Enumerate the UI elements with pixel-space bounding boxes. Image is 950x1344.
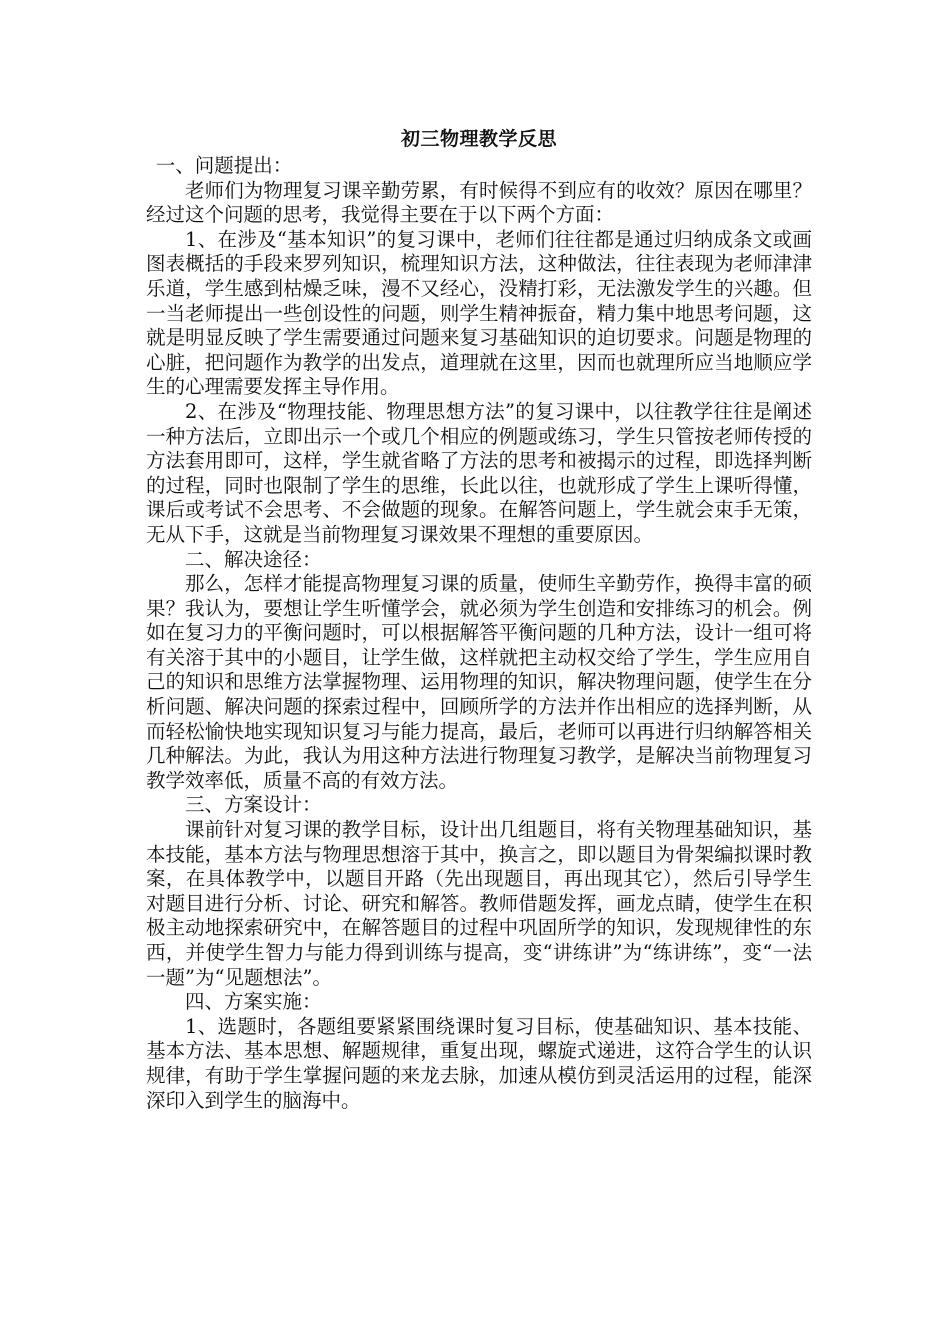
document-page	[146, 124, 812, 1113]
paragraph-point-2: 2、在涉及“物理技能、物理思想方法”的复习课中，以往教学往往是阐述一种方法后，立即出示一个或几个相应的例题或练习，学生只管按老师传授的方法套用即可，这样，学生就省略了方法的思考和被揭示的过程，即选择判断的过程，同时也限制了学生的思维，长此以往，也就形成了学生上课听得懂，课后或考试不会思考、不会做题的现象。在解答问题上，学生就会束手无策，无从下手，这就是当前物理复习课效果不理想的重要原因。	[146, 399, 812, 546]
section-heading-design: 三、方案设计：	[185, 793, 322, 817]
document-title: 初三物理教学反思	[400, 128, 557, 150]
paragraph-point-1: 1、在涉及“基本知识”的复习课中，老师们往往都是通过归纳成条文或画图表概括的手段来罗列知识，梳理知识方法，这种做法，往往表现为老师津津乐道，学生感到枯燥乏味，漫不又经心，没精打彩，无法激发学生的兴趣。但一当老师提出一些创设性的问题，则学生精神振奋，精力集中地思考问题，这就是明显反映了学生需要通过问题来复习基础知识的迫切要求。问题是物理的心脏，把问题作为教学的出发点，道理就在这里，因而也就理所应当地顺应学生的心理需要发挥主导作用。	[146, 227, 812, 399]
paragraph-implementation-1: 1、选题时，各题组要紧紧围绕课时复习目标，使基础知识、基本技能、基本方法、基本思想、解题规律，重复出现，螺旋式递进，这符合学生的认识规律，有助于学生掌握问题的来龙去脉，加速从模仿到灵活运用的过程，能深深印入到学生的脑海中。	[146, 1014, 812, 1112]
section-heading-problem: 一、问题提出：	[155, 154, 293, 177]
paragraph-intro: 老师们为物理复习课辛勤劳累，有时候得不到应有的收效？原因在哪里？经过这个问题的思考，我觉得主要在于以下两个方面：	[146, 178, 812, 227]
paragraph-design: 课前针对复习课的教学目标，设计出几组题目，将有关物理基础知识，基本技能，基本方法与物理思想溶于其中，换言之，即以题目为骨架编拟课时教案，在具体教学中，以题目开路（先出现题目，再出现其它），然后引导学生对题目进行分析、讨论、研究和解答。教师借题发挥，画龙点睛，使学生在积极主动地探索研究中，在解答题目的过程中巩固所学的知识，发现规律性的东西，并使学生智力与能力得到训练与提高，变“讲练讲”为“练讲练”，变“一法一题”为“见题想法”。	[146, 818, 812, 989]
section-heading-implementation: 四、方案实施：	[185, 990, 322, 1014]
paragraph-solution: 那么，怎样才能提高物理复习课的质量，使师生辛勤劳作，换得丰富的硕果？我认为，要想让学生听懂学会，就必须为学生创造和安排练习的机会。例如在复习力的平衡问题时，可以根据解答平衡问题的几种方法，设计一组可将有关溶于其中的小题目，让学生做，这样就把主动权交给了学生，学生应用自己的知识和思维方法掌握物理、运用物理的知识，解决物理问题，使学生在分析问题、解决问题的探索过程中，回顾所学的方法并作出相应的选择判断，从而轻松愉快地实现知识复习与能力提高，最后，老师可以再进行归纳解答相关几种解法。为此，我认为用这种方法进行物理复习教学，是解决当前物理复习教学效率低，质量不高的有效方法。	[146, 572, 812, 792]
section-heading-solution: 二、解决途径：	[185, 547, 322, 571]
